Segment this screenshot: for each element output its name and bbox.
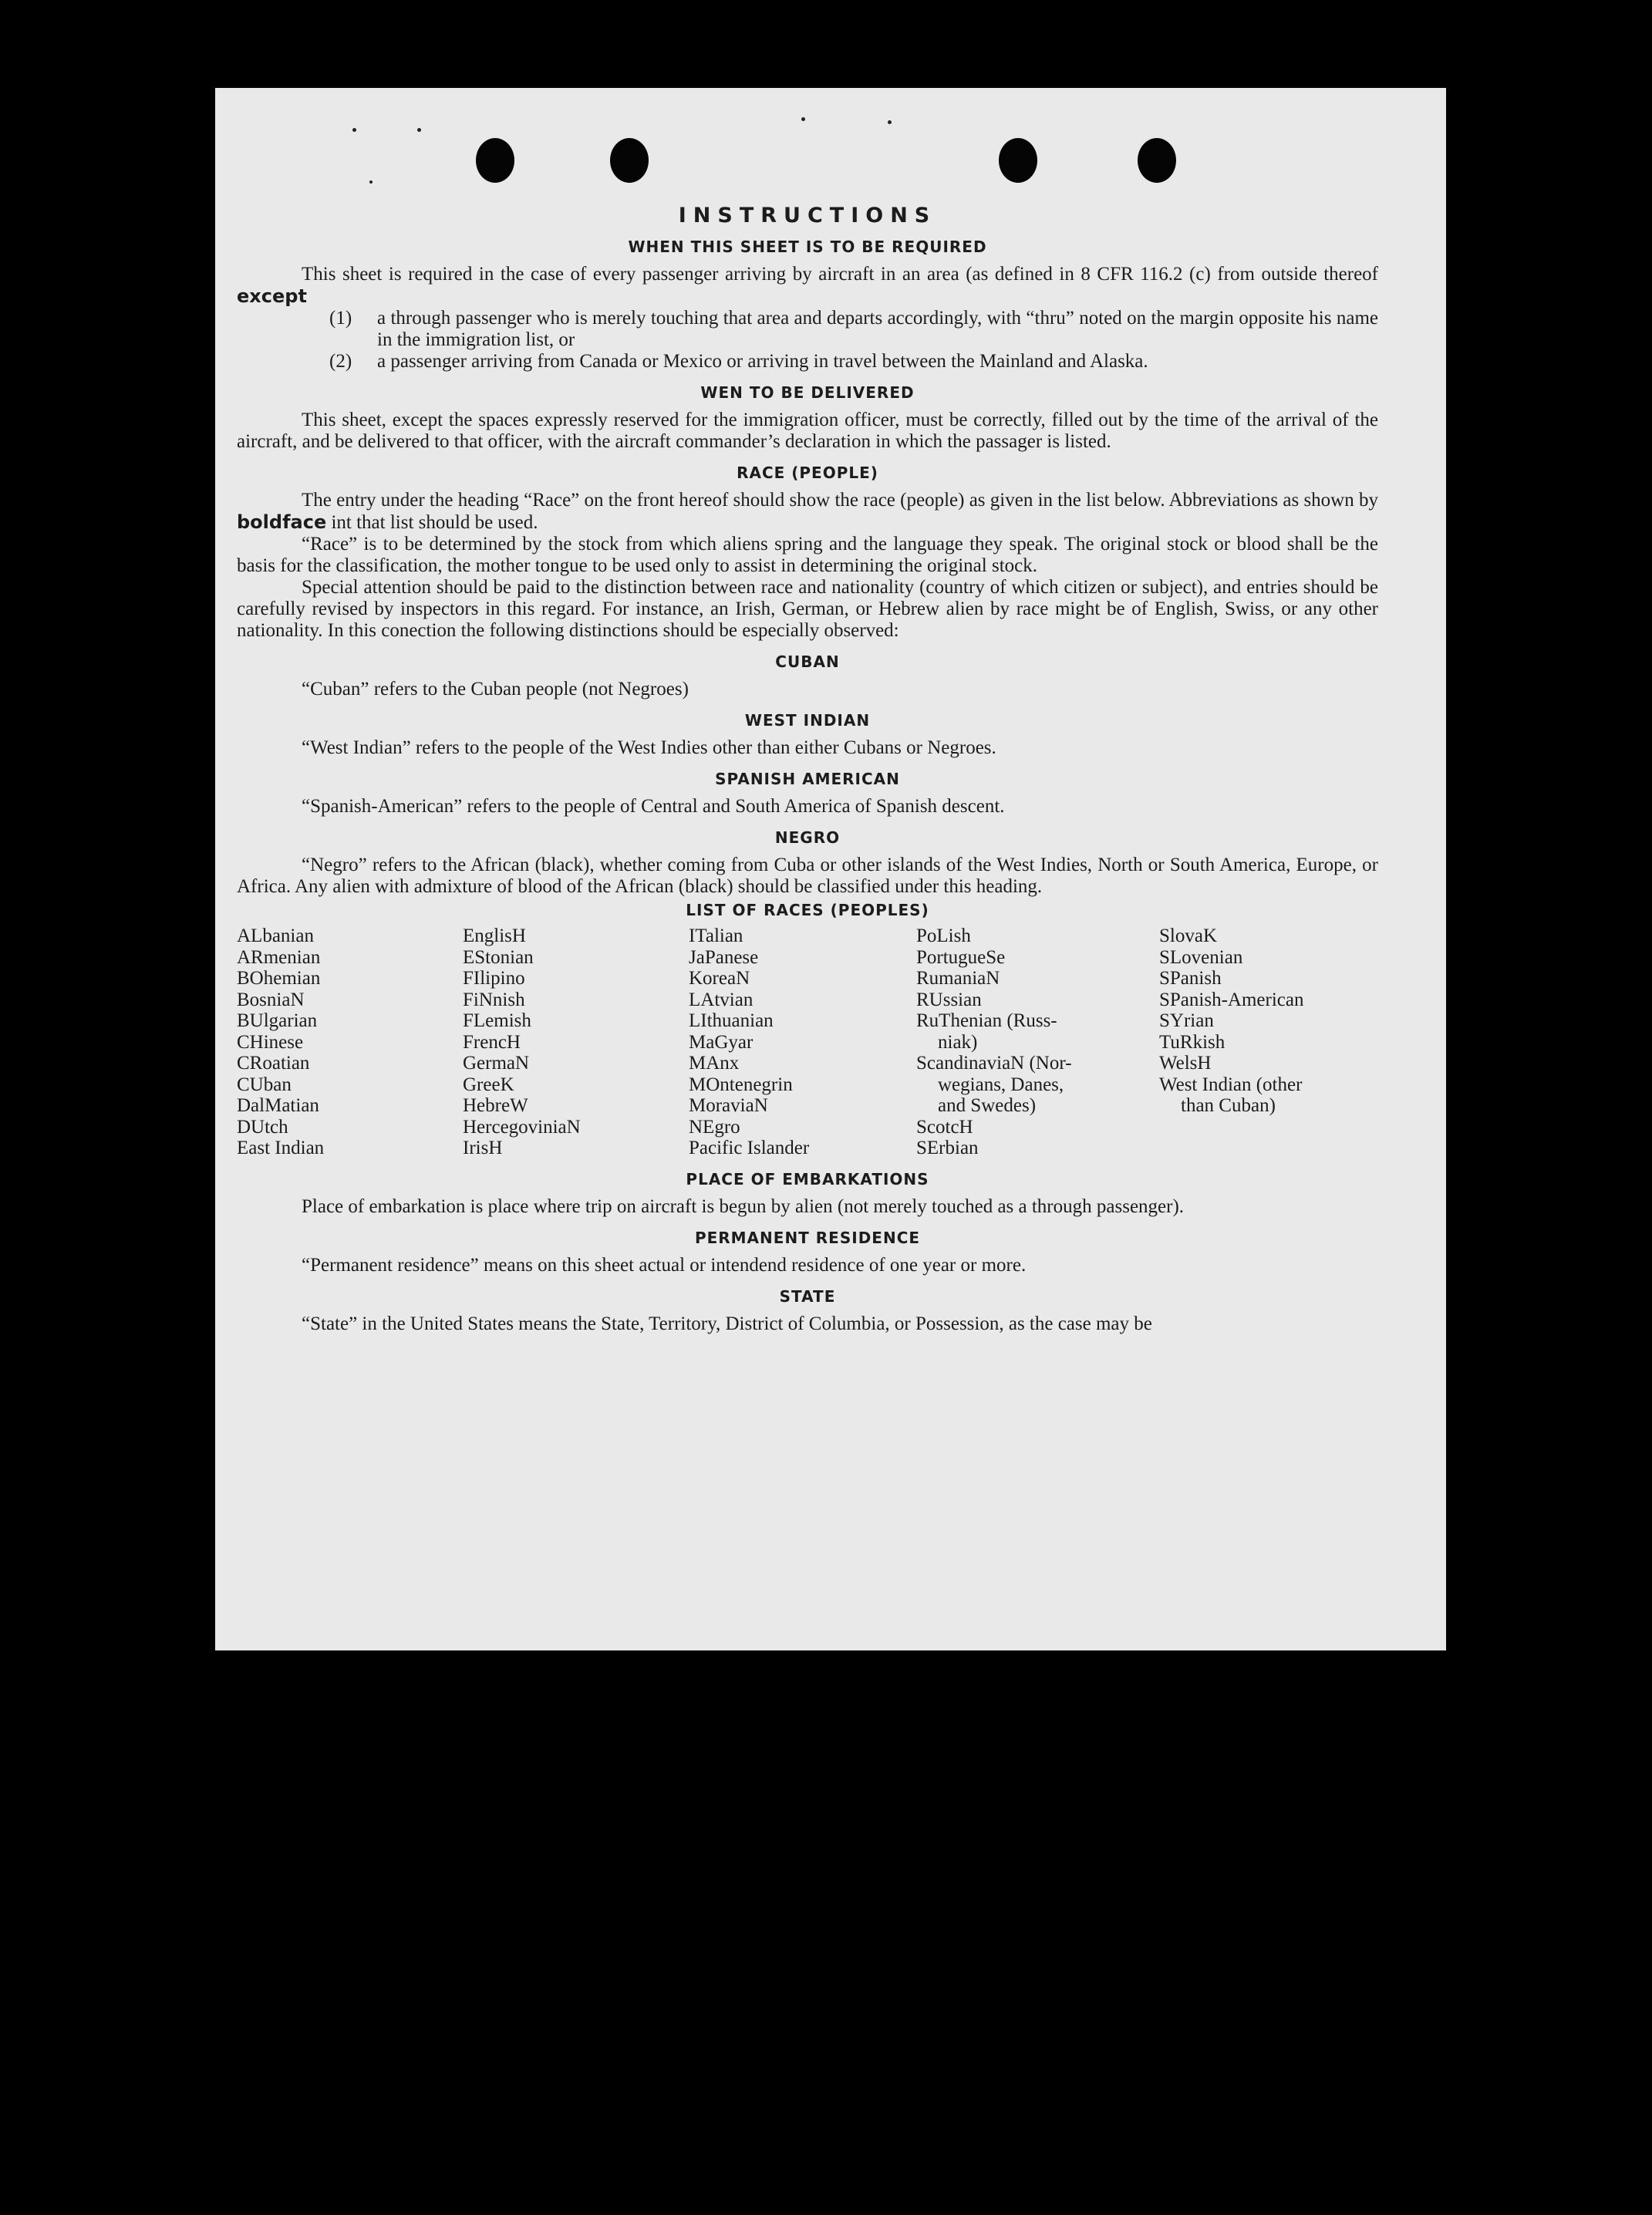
race-entry: MAnx bbox=[689, 1053, 740, 1074]
section-heading-delivered: WEN TO BE DELIVERED bbox=[700, 383, 915, 402]
race-entry: BOhemian bbox=[237, 968, 321, 989]
race-paragraph-1 bbox=[237, 490, 1378, 534]
races-column bbox=[237, 925, 463, 1159]
race-entry: TuRkish bbox=[1159, 1031, 1226, 1053]
race-entry: LIthuanian bbox=[689, 1010, 774, 1031]
race-entry: MOntenegrin bbox=[689, 1074, 793, 1095]
race-entry: WelsH bbox=[1159, 1053, 1212, 1074]
race-entry: JaPanese bbox=[689, 946, 759, 968]
section-heading-cuban: CUBAN bbox=[775, 652, 840, 671]
race-entry: KoreaN bbox=[689, 968, 750, 989]
except-keyword: except bbox=[237, 285, 307, 307]
race-entry: ALbanian bbox=[237, 925, 314, 946]
race-entry-continued: than Cuban) bbox=[1181, 1095, 1276, 1116]
exception-item bbox=[237, 351, 1378, 373]
page-title: INSTRUCTIONS bbox=[678, 204, 937, 228]
race-entry: CUban bbox=[237, 1074, 292, 1095]
exception-text: a through passenger who is merely touching that area and departs accordingly, with “thru” noted on the margin opposite his name in the immigration list, or bbox=[377, 308, 1378, 350]
race-entry-continued: niak) bbox=[938, 1031, 978, 1053]
race-entry: DUtch bbox=[237, 1116, 288, 1138]
races-column bbox=[689, 925, 916, 1159]
race-entry: PortugueSe bbox=[916, 946, 1006, 968]
race-entry: SLovenian bbox=[1159, 946, 1243, 968]
exception-text: a passenger arriving from Canada or Mexico or arriving in travel between the Mainland and Alaska. bbox=[377, 351, 1148, 372]
when-required-intro: This sheet is required in the case of every passenger arriving by aircraft in an area (as defined in 8 CFR 116.2 (c) from outside thereof bbox=[302, 264, 1378, 285]
dust-speck bbox=[352, 128, 356, 132]
race-paragraph-2: “Race” is to be determined by the stock from which aliens spring and the language they speak. The original stock or blood shall be the basis for the classification, the mother tongue to be used only to assist in determining the original stock. bbox=[237, 534, 1378, 576]
race-entry: SPanish-American bbox=[1159, 989, 1304, 1010]
race-entry-continued: and Swedes) bbox=[938, 1095, 1037, 1116]
race-entry: BosniaN bbox=[237, 989, 305, 1010]
race-entry: PoLish bbox=[916, 925, 971, 946]
punch-hole bbox=[610, 138, 649, 183]
dust-speck bbox=[801, 117, 805, 121]
race-entry: FrencH bbox=[463, 1031, 521, 1053]
race-entry: DalMatian bbox=[237, 1095, 319, 1116]
race-entry: GreeK bbox=[463, 1074, 514, 1095]
race-entry: CRoatian bbox=[237, 1053, 310, 1074]
race-entry: SErbian bbox=[916, 1138, 979, 1158]
races-list bbox=[237, 925, 1378, 1159]
section-heading-spanish-american: SPANISH AMERICAN bbox=[715, 770, 900, 788]
section-heading-list-of-races: LIST OF RACES (PEOPLES) bbox=[686, 901, 929, 919]
spanish-american-paragraph: “Spanish-American” refers to the people of Central and South America of Spanish descent. bbox=[302, 796, 1005, 817]
race-entry: ScotcH bbox=[916, 1116, 973, 1138]
section-heading-when-required: WHEN THIS SHEET IS TO BE REQUIRED bbox=[628, 238, 987, 256]
race-entry: ARmenian bbox=[237, 946, 321, 968]
boldface-keyword: boldface bbox=[237, 511, 327, 533]
west-indian-paragraph: “West Indian” refers to the people of the West Indies other than either Cubans or Negroes. bbox=[302, 737, 996, 758]
race-entry: West Indian (other bbox=[1159, 1074, 1303, 1095]
section-heading-permanent-residence: PERMANENT RESIDENCE bbox=[694, 1228, 921, 1247]
state-paragraph: “State” in the United States means the State, Territory, District of Columbia, or Possession, as the case may be bbox=[302, 1313, 1152, 1334]
document-page bbox=[215, 88, 1446, 1650]
exception-item bbox=[237, 308, 1378, 351]
section-heading-west-indian: WEST INDIAN bbox=[744, 711, 871, 730]
punch-hole bbox=[1138, 138, 1176, 183]
section-heading-state: STATE bbox=[779, 1286, 836, 1306]
race-p1-end: int that list should be used. bbox=[331, 512, 538, 533]
race-entry: FIlipino bbox=[463, 968, 525, 989]
dust-speck bbox=[888, 120, 892, 124]
section-heading-embarkation: PLACE OF EMBARKATIONS bbox=[686, 1169, 929, 1188]
delivered-paragraph: This sheet, except the spaces expressly reserved for the immigration officer, must be correctly, filled out by the time of the arrival of the aircraft, and be delivered to that officer, with the aircraft commander’s declaration in which the passager is listed. bbox=[237, 410, 1378, 452]
race-entry: Pacific Islander bbox=[689, 1138, 810, 1158]
race-paragraph-3: Special attention should be paid to the distinction between race and nationality (country of which citizen or subject), and entries should be carefully revised by inspectors in this regard. For instance, an Irish, German, or Hebrew alien by race might be of English, Swiss, or any other nationality. In this conection the following distinctions should be especially observed: bbox=[237, 577, 1378, 641]
when-required-paragraph bbox=[237, 264, 1378, 308]
race-entry: RumaniaN bbox=[916, 968, 1000, 989]
race-entry: MaGyar bbox=[689, 1031, 754, 1053]
race-entry: HebreW bbox=[463, 1095, 528, 1116]
races-column bbox=[1159, 925, 1378, 1159]
exception-number: (1) bbox=[329, 308, 352, 329]
punch-hole bbox=[999, 138, 1037, 183]
race-entry: EStonian bbox=[463, 946, 534, 968]
race-entry: East Indian bbox=[237, 1138, 325, 1158]
race-entry: EnglisH bbox=[463, 925, 526, 946]
races-column bbox=[916, 925, 1159, 1159]
race-entry: RuThenian (Russ- bbox=[916, 1010, 1057, 1031]
punch-hole bbox=[476, 138, 514, 183]
race-entry: IrisH bbox=[463, 1138, 503, 1158]
race-p1-start: The entry under the heading “Race” on the front hereof should show the race (people) as given in the list below. Abbreviations as shown by bbox=[302, 490, 1378, 511]
dust-speck bbox=[417, 128, 421, 132]
exception-number: (2) bbox=[329, 351, 352, 372]
races-column bbox=[463, 925, 689, 1159]
instructions-text bbox=[237, 205, 1378, 1335]
race-entry: FiNnish bbox=[463, 989, 525, 1010]
race-entry: SlovaK bbox=[1159, 925, 1217, 946]
race-entry: SPanish bbox=[1159, 968, 1222, 989]
race-entry: SYrian bbox=[1159, 1010, 1214, 1031]
negro-paragraph: “Negro” refers to the African (black), whether coming from Cuba or other islands of the West Indies, North or South America, Europe, or Africa. Any alien with admixture of blood of the African (black) should be classified under this heading. bbox=[237, 855, 1378, 897]
permanent-residence-paragraph: “Permanent residence” means on this sheet actual or intendend residence of one year or more. bbox=[302, 1254, 1027, 1276]
embarkation-paragraph: Place of embarkation is place where trip on aircraft is begun by alien (not merely touched as a through passenger). bbox=[302, 1195, 1185, 1217]
dust-speck bbox=[369, 180, 373, 184]
race-entry: ScandinaviaN (Nor- bbox=[916, 1053, 1072, 1074]
race-entry-continued: wegians, Danes, bbox=[938, 1074, 1064, 1095]
race-entry: FLemish bbox=[463, 1010, 531, 1031]
race-entry: LAtvian bbox=[689, 989, 754, 1010]
race-entry: GermaN bbox=[463, 1053, 530, 1074]
race-entry: MoraviaN bbox=[689, 1095, 768, 1116]
race-entry: BUlgarian bbox=[237, 1010, 318, 1031]
race-entry: NEgro bbox=[689, 1116, 740, 1138]
race-entry: ITalian bbox=[689, 925, 743, 946]
section-heading-negro: NEGRO bbox=[774, 828, 841, 847]
section-heading-race: RACE (PEOPLE) bbox=[737, 464, 878, 482]
race-entry: CHinese bbox=[237, 1031, 304, 1053]
cuban-paragraph: “Cuban” refers to the Cuban people (not Negroes) bbox=[302, 679, 689, 700]
race-entry: HercegoviniaN bbox=[463, 1116, 581, 1138]
race-entry: RUssian bbox=[916, 989, 982, 1010]
